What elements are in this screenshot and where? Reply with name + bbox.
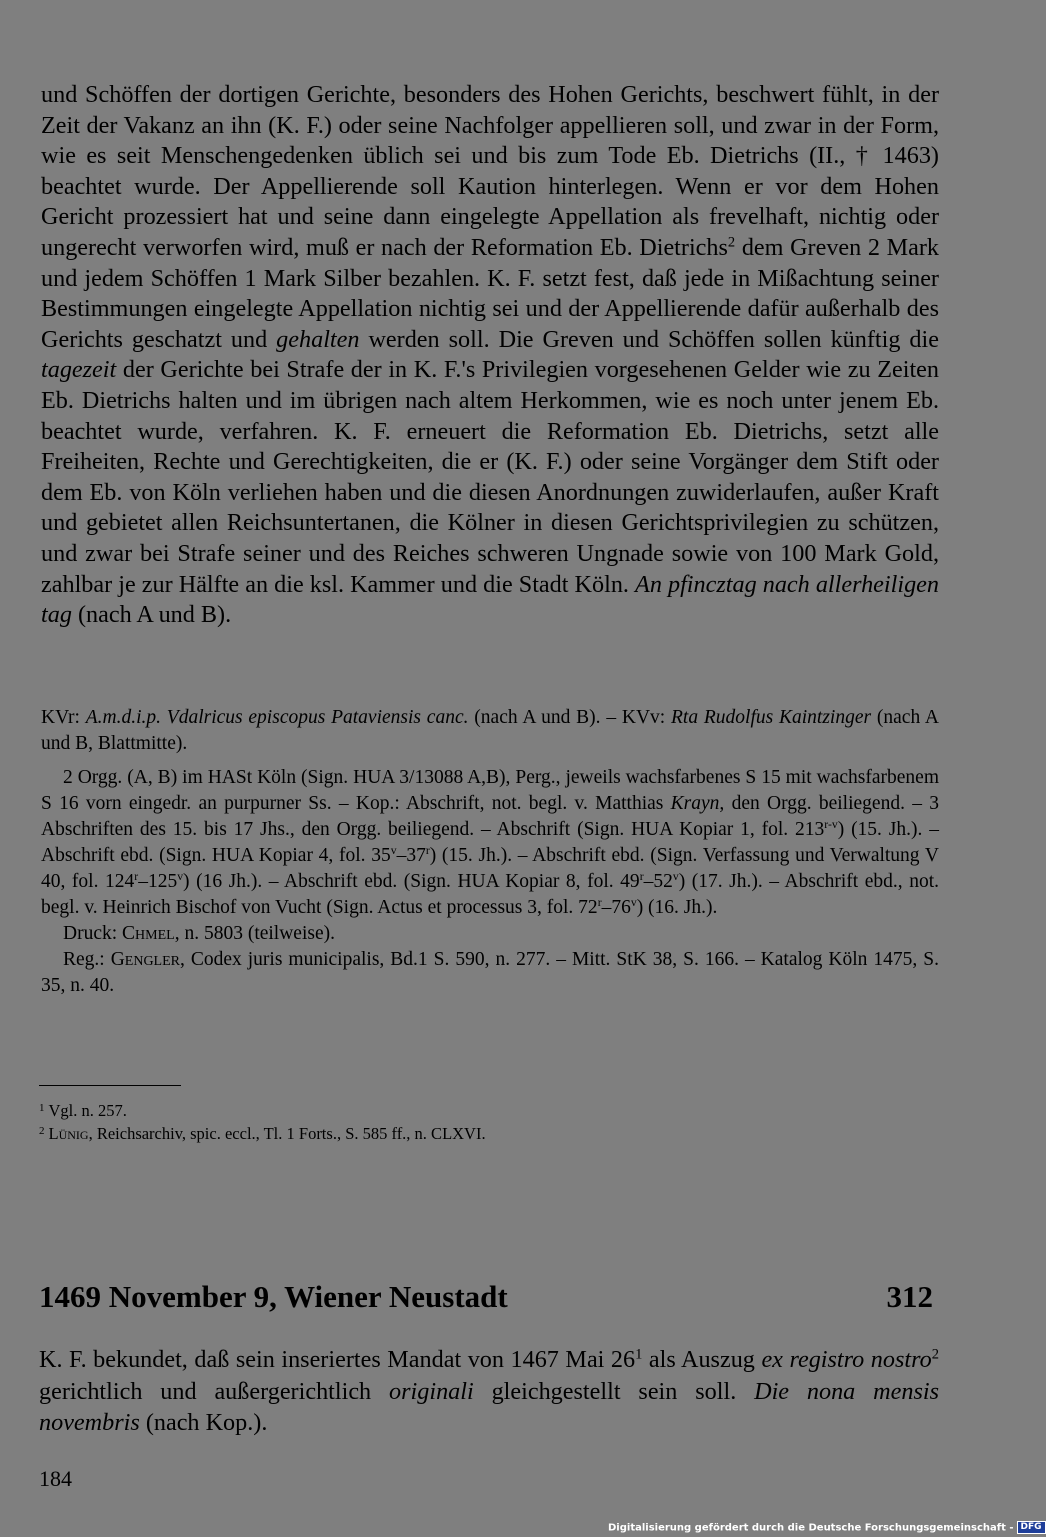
text-run: KVr:: [41, 707, 86, 728]
footnote-reference: r: [425, 843, 430, 857]
regest-continuation: [41, 80, 939, 631]
credit-text: Digitalisierung gefördert durch die Deutsche Forschungsgemeinschaft -: [608, 1522, 1014, 1534]
digitization-credit: [608, 1521, 1046, 1535]
text-run: Vgl. n. 257.: [48, 1101, 127, 1120]
text-run: der Gerichte bei Strafe der in K. F.'s Privilegien vorgesehenen Gelder wie zu Zeiten Eb. Dietrichs halten und im übrigen nach altem Herkommen, wie es noch unter jenem Eb. beachtet wurde, verfahren. K. F. erneuert die Reformation Eb. Dietrichs, setzt alle Freiheiten, Rechte und Gerechtigkeiten, die er (K. F.) oder seine Vorgänger dem Stift oder dem Eb. von Köln verliehen haben und die diesen Anordnungen zuwiderlaufen, außer Kraft und gebietet allen Reichsuntertanen, die Kölner in diesen Gerichtsprivilegien zu schützen, und zwar bei Strafe seiner und des Reiches schweren Ungnade sowie von 100 Mark Gold, zahlbar je zur Hälfte an die ksl. Kammer und die Stadt Köln.: [41, 356, 939, 598]
text-run: gleichgestellt sein soll.: [473, 1377, 755, 1405]
text-run: –52: [643, 871, 673, 892]
text-run: dem Greven 2 Mark und jedem Schöffen 1 Mark Silber bezahlen. K. F. setzt fest, daß jede in Mißachtung seiner Bestimmungen eingelegte Appellation nichtig sei und der Appellierende dafür außerhalb des Gerichts geschatzt und: [41, 233, 940, 353]
text-run: ) (16 Jh.). – Abschrift ebd. (Sign. HUA Kopiar 8, fol. 49: [183, 871, 640, 892]
kanzleivermerke: [41, 705, 939, 757]
regest-text: [41, 80, 939, 631]
regesten-note: [41, 947, 939, 999]
footnote-reference: r: [134, 869, 139, 883]
text-run: (nach A und B). – KVv:: [468, 707, 671, 728]
entry-number: 312: [886, 1279, 933, 1314]
entry-heading: [39, 1278, 933, 1316]
text-run: –37: [396, 845, 426, 866]
text-run: , n. 5803 (teilweise).: [174, 923, 335, 944]
author-name: Gengler: [110, 949, 180, 970]
footnote-reference: 2: [931, 1346, 939, 1363]
footnote-text: [49, 1124, 486, 1143]
italic-text: Die nona mensis novembris: [39, 1377, 939, 1436]
footnote-mark: 2: [39, 1125, 45, 1137]
footnote-reference: r: [597, 895, 602, 909]
footnote-reference: 1: [635, 1346, 643, 1363]
text-run: , Reichsarchiv, spic. eccl., Tl. 1 Forts., S. 585 ff., n. CLXVI.: [88, 1124, 486, 1143]
text-run: Reg.:: [63, 949, 111, 970]
kanzleivermerke-text: [41, 705, 939, 757]
text-run: (nach A und B).: [71, 601, 232, 629]
text-run: –76: [601, 897, 631, 918]
ueberlieferung-originale: [41, 765, 939, 921]
footnote-reference: 2: [727, 234, 736, 251]
italic-text: Krayn,: [670, 793, 725, 814]
italic-text: ex registro nostro: [761, 1346, 932, 1373]
italic-text: tagezeit: [41, 356, 117, 384]
entry-date-place: 1469 November 9, Wiener Neustadt: [39, 1279, 508, 1314]
dfg-logo: DFG: [1017, 1521, 1046, 1534]
italic-text: A.m.d.i.p. Vdalricus episcopus Pataviensis canc.: [85, 707, 469, 728]
footnote-text: [49, 1101, 127, 1120]
entry-regest: [39, 1344, 939, 1439]
footnote-mark: 1: [39, 1102, 45, 1114]
italic-text: An pfincztag nach allerheiligen tag: [41, 570, 939, 629]
text-run: –125: [138, 871, 178, 892]
author-name: Chmel: [122, 923, 175, 944]
text-run: als Auszug: [642, 1346, 762, 1373]
text-run: den Orgg. beiliegend. – 3 Abschriften des 15. bis 17 Jhs., den Orgg. beiliegend. – Abschrift (Sign. HUA Kopiar 1, fol. 213: [41, 793, 939, 840]
footnote-reference: v: [390, 843, 397, 857]
text-run: (nach A und B, Blattmitte).: [41, 707, 940, 754]
text-run: ) (17. Jh.). – Abschrift ebd., not. begl. v. Heinrich Bischof von Vucht (Sign. Actus et processus 3, fol. 72: [41, 871, 939, 918]
footnote-reference: v: [177, 869, 184, 883]
text-run: gerichtlich und außergerichtlich: [39, 1377, 390, 1405]
ueberlieferung: [41, 765, 939, 999]
text-run: Druck:: [63, 923, 123, 944]
entry-regest-text: [39, 1344, 939, 1439]
footnote-2: [39, 1124, 899, 1144]
footnote-reference: v: [672, 869, 679, 883]
page-number: 184: [39, 1466, 72, 1491]
text-run: 2 Orgg. (A, B) im HASt Köln (Sign. HUA 3/13088 A,B), Perg., jeweils wachsfarbenes S 15 mit wachsfarbenem S 16 vorn eingedr. an purpurner Ss. – Kop.: Abschrift, not. begl. v. Matthias: [41, 767, 939, 814]
text-run: , Codex juris municipalis, Bd.1 S. 590, n. 277. – Mitt. StK 38, S. 166. – Katalog Köln 1475, S. 35, n. 40.: [41, 949, 939, 996]
footnote-reference: v: [630, 895, 637, 909]
footnote-1: [39, 1101, 899, 1121]
italic-text: Rta Rudolfus Kaintzinger: [671, 707, 872, 728]
text-run: (nach Kop.).: [139, 1409, 268, 1436]
text-run: ) (15. Jh.). – Abschrift ebd. (Sign. HUA Kopiar 4, fol. 35: [41, 819, 940, 866]
footnote-reference: r-v: [824, 817, 838, 831]
text-run: und Schöffen der dortigen Gerichte, besonders des Hohen Gerichts, beschwert fühlt, in der Zeit der Vakanz an ihn (K. F.) oder seine Nachfolger appellieren soll, und zwar in der Form, wie es seit Menschengedenken üblich sei und bis zum Tode Eb. Dietrichs (II., † 1463) beachtet wurde. Der Appellierende soll Kaution hinterlegen. Wenn er vor dem Hohen Gericht prozessiert hat und seine dann eingelegte Appellation als frevelhaft, nichtig oder ungerecht verworfen wird, muß er nach der Reformation Eb. Dietrichs: [41, 81, 939, 261]
italic-text: originali: [389, 1377, 474, 1405]
author-name: Lünig: [48, 1124, 89, 1143]
text-run: ) (16. Jh.).: [636, 897, 718, 918]
text-run: werden soll. Die Greven und Schöffen sollen künftig die: [359, 325, 939, 353]
footnote-reference: r: [639, 869, 644, 883]
text-run: ) (15. Jh.). – Abschrift ebd. (Sign. Verfassung und Verwaltung V 40, fol. 124: [41, 845, 939, 892]
druck-note: [41, 921, 939, 947]
italic-text: gehalten: [276, 325, 360, 353]
text-run: K. F. bekundet, daß sein inseriertes Mandat von 1467 Mai 26: [39, 1346, 636, 1373]
footnote-divider: [39, 1085, 181, 1086]
